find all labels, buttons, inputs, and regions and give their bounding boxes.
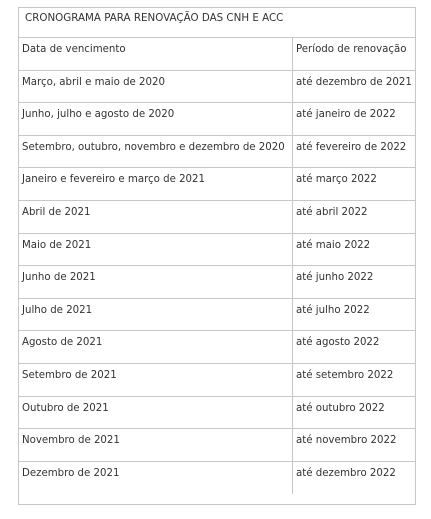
table-row xyxy=(19,397,415,430)
renewal-period-cell: até agosto 2022 xyxy=(296,337,380,349)
due-date-cell: Junho, julho e agosto de 2020 xyxy=(19,103,293,135)
renewal-period-cell: até abril 2022 xyxy=(296,206,368,218)
renewal-period-cell: até setembro 2022 xyxy=(296,369,394,381)
table-row xyxy=(19,331,415,364)
due-date-cell: Maio de 2021 xyxy=(19,234,293,266)
due-date-cell: Abril de 2021 xyxy=(19,201,293,233)
table-row xyxy=(19,136,415,169)
renewal-period-cell: até novembro 2022 xyxy=(296,435,397,447)
renewal-period-cell: até outubro 2022 xyxy=(296,402,385,414)
due-date-cell: Setembro de 2021 xyxy=(19,364,293,396)
table-row xyxy=(19,429,415,462)
due-date-cell: Agosto de 2021 xyxy=(19,331,293,363)
table-row xyxy=(19,168,415,201)
table-body xyxy=(19,38,415,494)
renewal-period-cell: até dezembro de 2021 xyxy=(296,76,412,88)
header-due-date: Data de vencimento xyxy=(19,38,293,70)
due-date-cell: Novembro de 2021 xyxy=(19,429,293,461)
renewal-period-cell: até janeiro de 2022 xyxy=(296,109,396,121)
table-row xyxy=(19,299,415,332)
due-date-cell: Janeiro e fevereiro e março de 2021 xyxy=(19,168,293,200)
due-date-cell: Março, abril e maio de 2020 xyxy=(19,71,293,103)
due-date-cell: Julho de 2021 xyxy=(19,299,293,331)
due-date-cell: Dezembro de 2021 xyxy=(19,462,293,495)
table-row xyxy=(19,266,415,299)
renewal-period-cell: até fevereiro de 2022 xyxy=(296,141,407,153)
renewal-period-cell: até julho 2022 xyxy=(296,304,370,316)
due-date-cell: Setembro, outubro, novembro e dezembro de 2020 xyxy=(19,136,293,168)
table-row xyxy=(19,364,415,397)
renewal-period-cell: até março 2022 xyxy=(296,174,377,186)
renewal-period-cell: até junho 2022 xyxy=(296,272,374,284)
header-renewal-period: Período de renovação xyxy=(296,44,407,55)
table-row xyxy=(19,201,415,234)
due-date-cell: Junho de 2021 xyxy=(19,266,293,298)
table-caption: CRONOGRAMA PARA RENOVAÇÃO DAS CNH E ACC xyxy=(19,8,415,38)
table-row xyxy=(19,71,415,104)
table-row xyxy=(19,103,415,136)
renewal-period-cell: até maio 2022 xyxy=(296,239,371,251)
due-date-cell: Outubro de 2021 xyxy=(19,397,293,429)
table-header-row xyxy=(19,38,415,71)
table-row xyxy=(19,462,415,495)
renewal-period-cell: até dezembro 2022 xyxy=(296,467,396,479)
table-row xyxy=(19,234,415,267)
renewal-schedule-table xyxy=(18,7,416,505)
